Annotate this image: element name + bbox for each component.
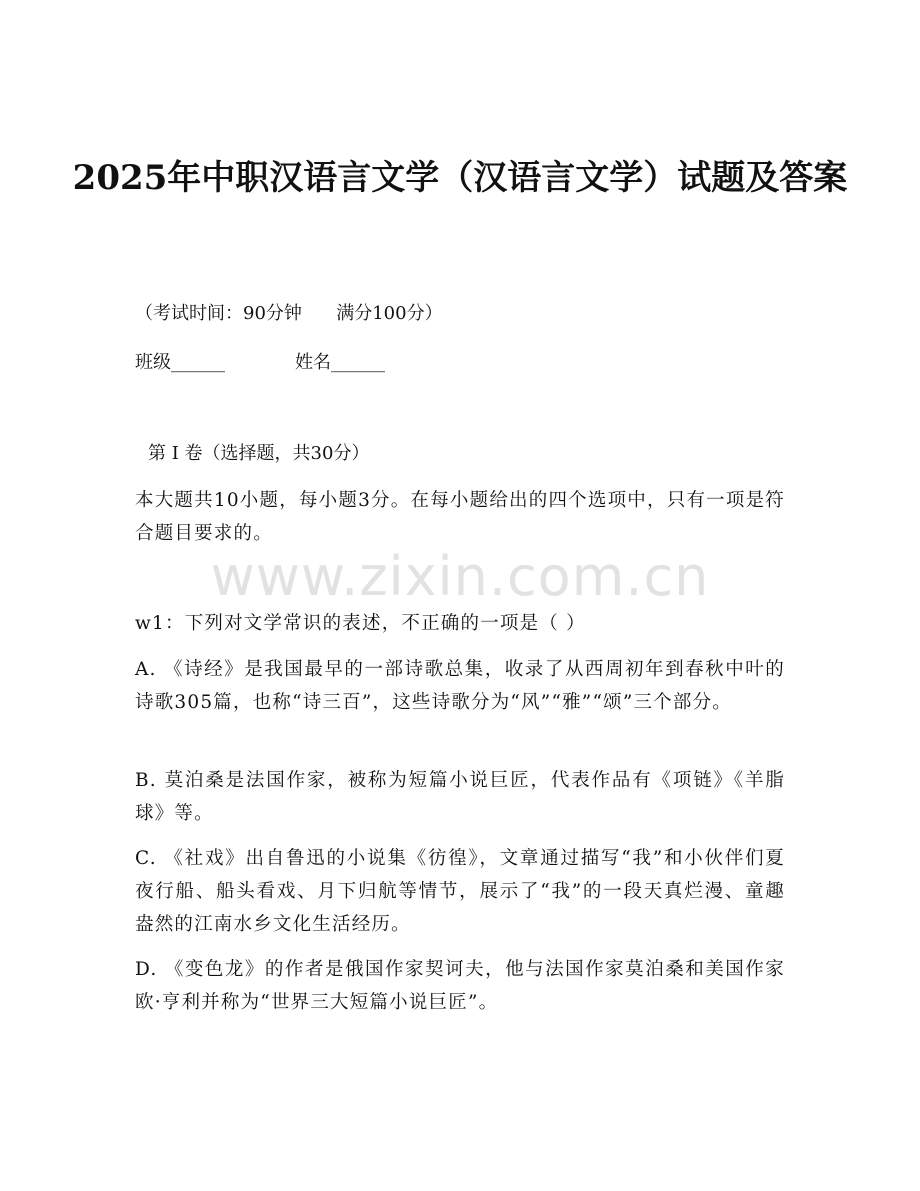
section-title: 第 I 卷（选择题，共30分） [148,443,370,464]
option-b: B. 莫泊桑是法国作家，被称为短篇小说巨匠，代表作品有《项链》《羊脂球》等。 [135,770,785,824]
watermark: www.zixin.com.cn [210,545,710,608]
option-c: C. 《社戏》出自鲁迅的小说集《彷徨》，文章通过描写“我”和小伙伴们夏夜行船、船头看戏、月下归航等情节，展示了“我”的一段天真烂漫、童趣盎然的江南水乡文化生活经历。 [135,848,785,935]
question-stem: w1：下列对文学常识的表述，不正确的一项是（ ） [135,613,586,634]
document-title: 2025年中职汉语言文学（汉语言文学）试题及答案 [72,158,848,198]
option-a: A. 《诗经》是我国最早的一部诗歌总集，收录了从西周初年到春秋中叶的诗歌305篇，也称“诗三百”，这些诗歌分为“风”“雅”“颂”三个部分。 [135,659,785,713]
instructions: 本大题共10小题，每小题3分。在每小题给出的四个选项中，只有一项是符合题目要求的。 [135,490,785,544]
exam-info: （考试时间：90分钟 满分100分） [135,303,443,324]
class-field-label: 班级______ [135,352,225,373]
option-d: D. 《变色龙》的作者是俄国作家契诃夫，他与法国作家莫泊桑和美国作家欧·亨利并称为“世界三大短篇小说巨匠”。 [135,959,785,1013]
name-field-label: 姓名______ [295,352,385,373]
